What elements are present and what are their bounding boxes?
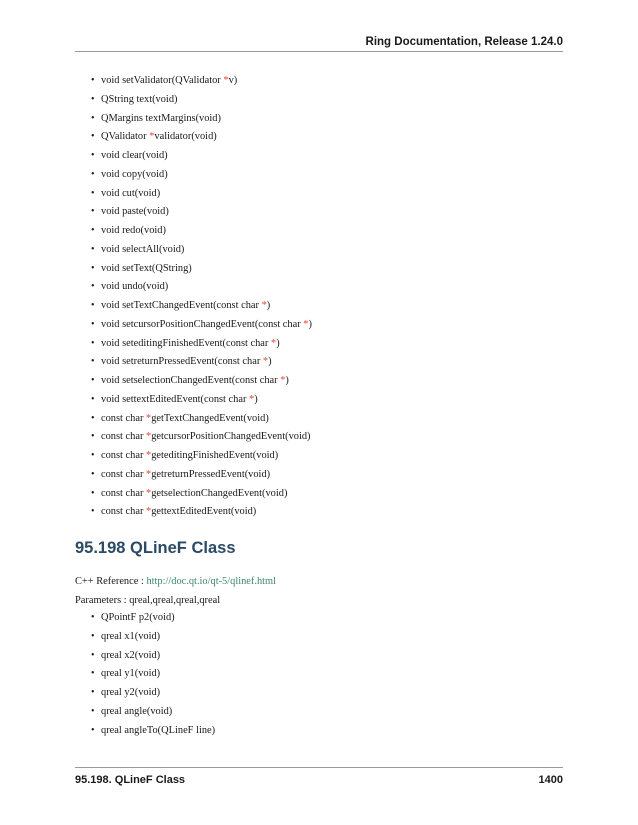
method-text-suffix: getTextChangedEvent(void) [151, 412, 269, 424]
pointer-star: * [146, 506, 152, 518]
bullet-icon: • [91, 300, 95, 311]
list-item [91, 410, 571, 429]
method-text: qreal y1(void) [101, 668, 161, 680]
method-text: QMargins textMargins(void) [101, 112, 221, 124]
method-text: void setreturnPressedEvent(const char [101, 356, 263, 368]
bullet-icon: • [91, 630, 95, 642]
bullet-icon: • [91, 112, 95, 124]
bullet-icon: • [91, 75, 95, 86]
list-item [91, 72, 571, 91]
pointer-star: * [262, 356, 269, 368]
bullet-icon: • [91, 687, 95, 698]
cpp-reference-label: C++ Reference : [75, 576, 147, 587]
method-text: const char [101, 431, 147, 443]
list-item [91, 703, 571, 722]
method-text-suffix: ) [254, 393, 258, 405]
bullet-icon: • [91, 225, 95, 236]
footer-section-label: 95.198. QLineF Class [75, 774, 186, 786]
method-text: qreal x2(void) [101, 649, 161, 661]
method-text: qreal angleTo(QLineF line) [101, 724, 216, 736]
method-text: qreal y2(void) [101, 687, 161, 698]
bullet-icon: • [91, 705, 95, 717]
list-item [91, 353, 571, 372]
bullet-icon: • [91, 506, 95, 518]
pointer-star: * [146, 468, 152, 480]
list-item [91, 203, 571, 222]
bullet-icon: • [91, 668, 95, 680]
parameters-line: Parameters : qreal,qreal,qreal,qreal [75, 595, 221, 606]
bullet-icon: • [91, 318, 95, 330]
method-text: QString text(void) [101, 93, 178, 105]
method-text: void setTextChangedEvent(const char [101, 300, 262, 311]
list-item [91, 147, 571, 166]
bullet-icon: • [91, 93, 95, 105]
method-text: qreal angle(void) [101, 705, 173, 717]
method-text: void settextEditedEvent(const char [101, 393, 250, 405]
list-item [91, 722, 571, 741]
pointer-star: * [249, 393, 255, 405]
method-text-suffix: ) [266, 300, 271, 311]
method-text: qreal x1(void) [101, 630, 161, 642]
method-text: void setselectionChangedEvent(const char [101, 375, 281, 386]
method-text: void setValidator(QValidator [101, 75, 224, 86]
bullet-icon: • [91, 724, 95, 736]
doc-title: Ring Documentation, Release 1.24.0 [365, 36, 563, 48]
list-item [91, 503, 571, 522]
method-text-suffix: gettextEditedEvent(void) [151, 506, 257, 518]
method-text-suffix: validator(void) [154, 131, 217, 143]
page-header [75, 37, 563, 52]
method-text: void paste(void) [101, 206, 169, 218]
method-text: void undo(void) [101, 281, 169, 293]
list-item [91, 466, 571, 485]
method-text: void setText(QString) [101, 262, 192, 274]
method-text: void selectAll(void) [101, 243, 185, 255]
method-text: void seteditingFinishedEvent(const char [101, 337, 271, 349]
bullet-icon: • [91, 281, 95, 293]
method-text-suffix: ) [268, 356, 272, 368]
method-text-suffix: v) [228, 75, 238, 86]
list-item [91, 647, 571, 666]
bullet-icon: • [91, 206, 95, 218]
list-item [91, 335, 571, 354]
bullet-icon: • [91, 337, 95, 349]
list-item [91, 447, 571, 466]
bullet-icon: • [91, 612, 95, 623]
method-text: void setcursorPositionChangedEvent(const char [101, 318, 304, 330]
list-item [91, 166, 571, 185]
page-number: 1400 [538, 774, 563, 786]
pointer-star: * [146, 412, 152, 424]
list-item [91, 222, 571, 241]
pointer-star: * [261, 300, 267, 311]
method-text-suffix: ) [285, 375, 289, 386]
bullet-icon: • [91, 150, 95, 161]
list-item [91, 609, 571, 628]
bullet-icon: • [91, 375, 95, 386]
cpp-reference [75, 576, 276, 587]
list-item [91, 110, 571, 129]
method-text: const char [101, 506, 147, 518]
method-text: void copy(void) [101, 168, 168, 180]
page-footer [75, 767, 563, 786]
bullet-icon: • [91, 431, 95, 443]
pointer-star: * [270, 337, 277, 349]
list-item [91, 391, 571, 410]
section-title: 95.198 QLineF Class [75, 539, 236, 557]
list-item [91, 316, 571, 335]
pointer-star: * [146, 487, 152, 499]
method-text: const char [101, 487, 147, 499]
list-item [91, 684, 571, 703]
list-item [91, 260, 571, 279]
list-item [91, 665, 571, 684]
bullet-icon: • [91, 243, 95, 255]
list-item [91, 428, 571, 447]
method-list [91, 72, 571, 522]
list-item [91, 297, 571, 316]
bullet-icon: • [91, 393, 95, 405]
method-text-suffix: getselectionChangedEvent(void) [151, 487, 288, 499]
pointer-star: * [149, 131, 155, 143]
method-text-suffix: geteditingFinishedEvent(void) [151, 450, 279, 461]
pointer-star: * [303, 318, 309, 330]
bullet-icon: • [91, 187, 95, 199]
cpp-reference-link[interactable]: http://doc.qt.io/qt-5/qlinef.html [146, 576, 277, 587]
method-text: const char [101, 468, 147, 480]
list-item [91, 91, 571, 110]
pointer-star: * [146, 450, 152, 461]
bullet-icon: • [91, 262, 95, 274]
bullet-icon: • [91, 412, 95, 424]
pointer-star: * [146, 431, 152, 443]
method-text: const char [101, 412, 147, 424]
pointer-star: * [223, 75, 229, 86]
bullet-icon: • [91, 450, 95, 461]
list-item [91, 241, 571, 260]
qlinef-method-list [91, 609, 571, 740]
bullet-icon: • [91, 168, 95, 180]
list-item [91, 628, 571, 647]
method-text: void cut(void) [101, 187, 161, 199]
list-item [91, 185, 571, 204]
bullet-icon: • [91, 487, 95, 499]
method-text: void redo(void) [101, 225, 166, 236]
bullet-icon: • [91, 131, 95, 143]
method-text-suffix: ) [276, 337, 280, 349]
method-text-suffix: getreturnPressedEvent(void) [151, 468, 271, 480]
list-item [91, 128, 571, 147]
list-item [91, 372, 571, 391]
list-item [91, 278, 571, 297]
method-text-suffix: getcursorPositionChangedEvent(void) [151, 431, 311, 443]
method-text: const char [101, 450, 147, 461]
pointer-star: * [280, 375, 286, 386]
method-text: void clear(void) [101, 150, 168, 161]
bullet-icon: • [91, 468, 95, 480]
bullet-icon: • [91, 356, 95, 368]
method-text-suffix: ) [308, 318, 312, 330]
list-item [91, 485, 571, 504]
method-text: QValidator [101, 131, 150, 143]
method-text: QPointF p2(void) [101, 612, 175, 623]
bullet-icon: • [91, 649, 95, 661]
